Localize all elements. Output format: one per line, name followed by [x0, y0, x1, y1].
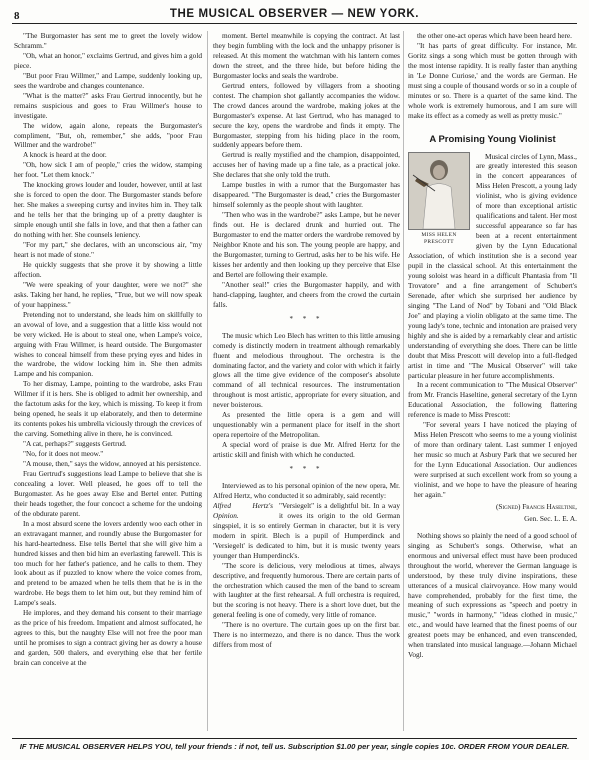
column-2 — [213, 31, 400, 734]
paragraph: "Then who was in the wardrobe?" asks Lampe, but he never finds out. He is declared drunk and hurried out. The Burgomaster to end the matter orders the wardrobe removed by Neighbor Knote and his son. The young people are happy, and the Burgomaster, turning to Gertrud, asks her to be his wife. He kisses her ardently and then looking up they perceive that Else and Bertel are following their example. — [213, 210, 400, 279]
paragraph: moment. Bertel meanwhile is copying the contract. At last they begin fumbling with the lock and the unhappy prisoner is released. At this moment the watchman with his lantern comes down the street, and the three hide, but before hiding the Burgomaster locks and seals the wardrobe. — [213, 31, 400, 80]
photo-caption: MISS HELEN PRESCOTT — [421, 231, 457, 245]
paragraph: A knock is heard at the door. — [23, 150, 107, 160]
story-conclusion — [213, 31, 400, 310]
closing-paragraph: Nothing shows so plainly the need of a good school of singing as Schubert's songs. Otherwise, what an enormous and universal effect must have been produced throughout the world, wherever the German language is understood, by these truly divine inspirations, these utterances of a musical clairvoyance. How many would have comprehended, probably for the first time, the meaning of such expressions as "speech and poetry in music," "words in harmony," "ideas clothed in music," etc., and would have learned that the finest poems of our greatest poets may be enhanced, and even transcended, when translated into musical language.—Johann Michael Vogl. — [408, 530, 577, 660]
column-1 — [14, 31, 202, 734]
paragraph: A special word of praise is due Mr. Alfred Hertz for the artistic skill and finish with which he conducted. — [213, 440, 400, 460]
paragraph: Gertrud enters, followed by villagers from a shooting contest. The champion shot gallantly accompanies the widow. The crowd dances around the wardrobe, making jokes at the Burgomaster's expense. At last Gertrud, who has managed to secure the key, opens the wardrobe and finds it empty. The Burgomaster, stepping from his hiding place in the room, suddenly appears before them. — [213, 80, 400, 150]
article-title: A Promising Young Violinist — [429, 133, 556, 145]
bottom-rule — [12, 738, 577, 739]
hertz-quote-end — [408, 31, 577, 121]
paragraph: "Another seal!" cries the Burgomaster happily, and with hand-clapping, laughter, and cheers from the crowd the curtain falls. — [213, 279, 400, 309]
paragraph: "Oh, how sick I am of people," cries the widow, stamping her foot. "Let them knock." — [14, 160, 202, 180]
violinist-photo — [408, 152, 470, 246]
paragraph: "But poor Frau Willmer," and Lampe, suddenly looking up, sees the wardrobe and changes countenance. — [14, 70, 202, 90]
column-divider — [403, 31, 404, 731]
paragraph: Gertrud is really mystified and the champion, disappointed, accuses her of having made up a fine tale, as a practical joke. She declares that she only told the truth. — [213, 150, 400, 180]
violinist-figure — [409, 153, 469, 229]
paragraph: "It has parts of great difficulty. For instance, Mr. Goritz sings a song which must be gotten through with the most intense rapidity. It is really faster than anything in 'Le Donne Curiose,' and the words are German. He must sing a couple of thousand words or so in a couple of minutes or so. There is a quartet of the same kind. The whole work is extremely humorous, and I am sure will make its effect as a comedy as well as pretty music." — [408, 40, 577, 120]
side-heading: Alfred Hertz's Opinion. — [213, 500, 273, 520]
paragraph: The widow, again alone, repeats the Burgomaster's compliment, "But, oh, remember," she adds, "poor Frau Willmer and the wardrobe!" — [14, 120, 202, 150]
paragraph: "No, for it does not meow." — [23, 449, 104, 459]
paragraph: "The Burgomaster has sent me to greet the lovely widow Schramm." — [14, 31, 202, 50]
paragraph: "What is the matter?" asks Frau Gertrud innocently, but he remains suspicious and goes to Frau Willmer's house to investigate. — [14, 90, 202, 120]
paragraph: Lampe bustles in with a rumor that the Burgomaster has disappeared. "The Burgomaster is dead," cries the Burgomaster himself solemnly as the people shout with laughter. — [213, 180, 400, 210]
paragraph: To her dismay, Lampe, pointing to the wardrobe, asks Frau Willmer if it is hers. She is obliged to admit her ownership, and the factotum asks for the key, which is missing. To keep it from being opened, he seals it up elaborately, and then to determine its contents pokes his umbrella viciously through the crevices of the carving. Something alive in there, he is convinced. — [14, 379, 202, 439]
paragraph: "For my part," she declares, with an unconscious air, "my heart is not made of stone." — [14, 240, 202, 259]
paragraph: In a most absurd scene the lovers ardently woo each other in an extravagant manner, and roundly abuse the Burgomaster for his hard-heartedness. Else tells Bertel that she will give him a hundred kisses and then bid him an everlasting farewell. This is too much for her father's patience, and he calls to them. They look about as if puzzled to know where the voice comes from, and pretend to be amazed when he tells them that he is in the wardrobe. He begs them to let him out, but they remind him of Lampe's seals. — [14, 518, 202, 608]
music-review — [213, 331, 400, 460]
paragraph: "The score is delicious, very melodious at times, always descriptive, and frequently humorous. There are certain parts of the orchestration which caused the men of the band to scream with laughter at the first rehearsal. A full orchestra is required, but the scoring is not heavy. There is a short love duet, but the general feeling is one of comedy, very little of romance. — [213, 560, 400, 620]
paragraph: "A cat, perhaps?" suggests Gertrud. — [23, 439, 127, 449]
paragraph: "There is no overture. The curtain goes up on the first bar. There is no intermezzo, and there is no dance. Thus the work differs from most of — [213, 620, 400, 650]
signature: (Signed) Francis Haseltine, — [495, 501, 577, 511]
section-separator: * * * — [289, 314, 324, 323]
column-3 — [408, 31, 577, 734]
paragraph: Pretending not to understand, she leads him on skillfully to an avowal of love, and a suggestion that a little kiss would not be very wicked. He is about to steal one, when Lampe's voice, arguing with Frau Willmer, is heard outside. The Burgomaster wishes to conceal himself from these prying eyes and hides in the wardrobe, the widow locking him in. She then admits Lampe and his companion. — [14, 309, 202, 379]
signature-title: Gen. Sec. L. E. A. — [524, 513, 577, 523]
footer-notice: IF THE MUSICAL OBSERVER HELPS YOU, tell your friends : if not, tell us. Subscription $1.00 per year, single copies 10c. ORDER FROM YOUR DEALER. — [19, 742, 570, 751]
paragraph: "A mouse, then," says the widow, annoyed at his persistence. — [23, 458, 201, 468]
paragraph: The music which Leo Blech has written to this little amusing comedy is distinctly modern in treatment although remarkably fluent and melodious throughout. The orchestra is the dominating factor, and the variety and color with which it fairly glows all the time give evidence of the composer's absolute command of all technical resources. The instrumentation throughout is most artistic, appropriate for every situation, and never boisterous. — [213, 330, 400, 410]
page-number: 8 — [14, 10, 20, 22]
paragraph: "We were speaking of your daughter, were we not?" she asks. Taking her hand, he replies, "True, but we will now speak of your happiness." — [14, 279, 202, 309]
section-separator: * * * — [289, 465, 324, 474]
paragraph: Frau Gertrud's suggestions lead Lampe to believe that she is concealing a lover. Well pleased, he goes off to tell the Burgomaster. As he goes away Else and Bertel enter. Putting their heads together, the four concoct a scheme for the undoing of the obdurate parent. — [14, 468, 202, 518]
paragraph: As presented the little opera is a gem and will unquestionably win a permanent place for itself in the short opera repertoire of the Metropolitan. — [213, 410, 400, 440]
portrait-image — [408, 152, 470, 230]
paragraph: He quickly suggests that she prove it by showing a little affection. — [14, 259, 202, 279]
paragraph: "Oh, what an honor," exclaims Gertrud, and gives him a gold piece. — [14, 50, 202, 70]
interview-intro: Interviewed as to his personal opinion of the new opera, Mr. Alfred Hertz, who conducted it so admirably, said recently: — [213, 480, 400, 500]
top-rule — [12, 23, 577, 24]
paragraph: He implores, and they demand his consent to their marriage as the price of his freedom. Impatient and almost suffocated, he agrees to this, but the naughty Else will not free the poor man until he promises to sign a contract giving her as dowry a house and garden, 500 thalers, and everything else that her fertile brain can conceive at the — [14, 608, 202, 668]
masthead: THE MUSICAL OBSERVER — NEW YORK. — [169, 8, 420, 20]
article-intro: Musical circles of Lynn, Mass., are greatly interested this season in the concert appearances of Miss Helen Prescott, a young lady violinist, who is giving evidence of more than exceptional artistic qualifications and talent. Her most successful appearance so far has been at a recent entertainment given by the Lynn Educational Association, of which institution she is a second year pupil in the classical school. At this entertainment the young soloist was heard in a difficult Phantasia from "Il Trovatore" and a fine arrangement of Schubert's Serenade, after which she surprised her audience by singing "The Land of Nod" by Tobani and "Old Black Joe" and playing a violin obligato at the same time. The young lady's tone, technic and intonation are praised very highly and she is aided by a remarkably clear and artistic understanding of everything she does. There can be little doubt that Miss Prescott will develop into a full-fledged artist in time and "The Musical Observer" will take particular pleasure in her future accomplishments. — [408, 151, 577, 380]
paragraph: The knocking grows louder and louder, however, until at last she is forced to open the door. The Burgomaster stands before her. She makes a sweeping curtsy and invites him in. They talk and he tells her that the bringing up of a pretty daughter is simple enough until she falls in love, and that then a father can do nothing with her. She counsels leniency. — [14, 180, 202, 240]
hertz-quote-continued — [213, 561, 400, 651]
column-divider — [207, 31, 208, 731]
article-para: In a recent communication to "The Musical Observer" from Mr. Francis Haseltine, general secretary of the Lynn Educational Association, the following flattering reference is made to Miss Prescott: — [408, 380, 577, 420]
paragraph: the other one-act operas which have been heard here. — [417, 31, 572, 40]
hertz-quote: Alfred Hertz's Opinion. "Versiegelt" is a delightful bit. In a way it owes its origin to the old German singspiel, it is so entirely German in character, but it is very modern in spirit. Blech is a pupil of Humperdinck and 'Versiegelt' is dedicated to him, but it is music twenty years younger than Humperdinck's. — [213, 500, 400, 560]
story-text — [14, 31, 202, 668]
recommendation-letter: "For several years I have noticed the playing of Miss Helen Prescott who seems to me a young violinist of more than ordinary talent. Last summer I enjoyed her music so much at Asbury Park that we secured her for the Lynn Educational Association. Our audiences were surprised at such excellent work from so young a violinist, and we hope to have the pleasure of hearing her again." — [414, 420, 577, 499]
